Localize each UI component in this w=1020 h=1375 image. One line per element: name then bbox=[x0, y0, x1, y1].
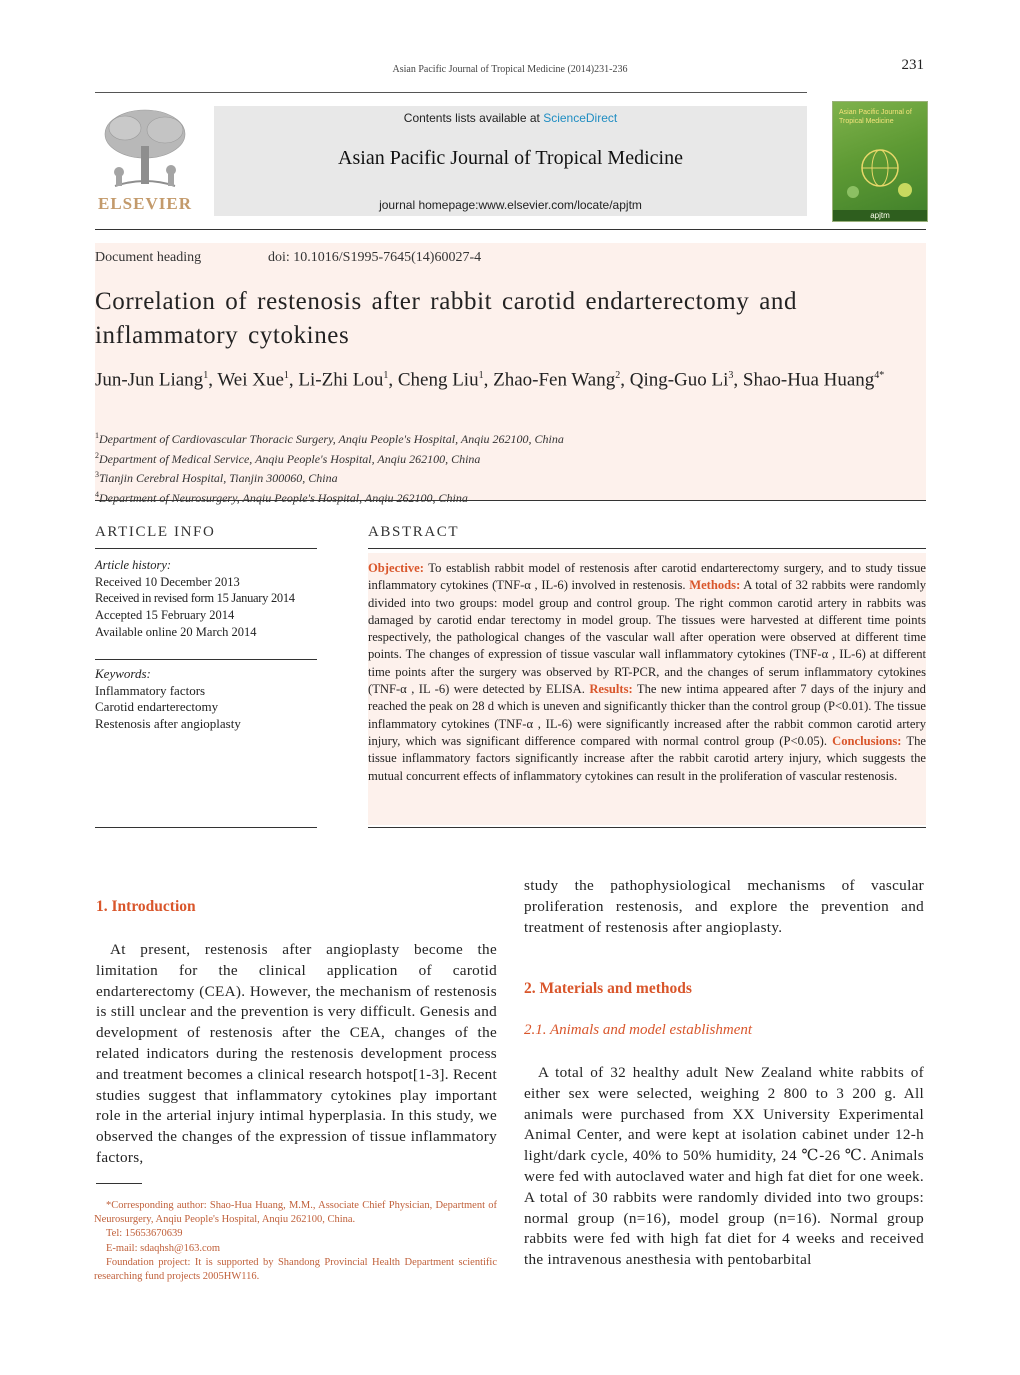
funding-note: Foundation project: It is supported by Shandong Provincial Health Department scientific researching fund projects 2005HW116. bbox=[94, 1256, 497, 1283]
keyword: Restenosis after angioplasty bbox=[95, 716, 241, 732]
author-name: Wei Xue bbox=[217, 369, 284, 391]
affiliation-list bbox=[95, 428, 926, 507]
introduction-paragraph: At present, restenosis after angioplasty become the limitation for the clinical application of carotid endarterectomy (CEA). However, the mechanism of restenosis is still unclear and the prevention is very difficult. Genesis and development of restenosis after the CEA, changes of the related indicators during the restenosis development process and treatment becomes a clinical research hotspot[1-3]. Recent studies suggest that inflammatory cytokines play important role in the arterial injury intimal hyperplasia. In this study, we observed the changes of the expression of tissue inflammatory factors, bbox=[96, 941, 497, 1166]
keyword: Carotid endarterectomy bbox=[95, 699, 219, 715]
keyword-list bbox=[95, 683, 317, 733]
methods-text: A total of 32 rabbits were randomly divided into two groups: model group and control group. The right common carotid artery in rabbits was damaged by carotid endar terectomy in model group. The tissues were harvested at different time points respectively, the pathological changes of the vascular wall after operation were observed at different time points. The changes of expression of tissue vascular wall inflammatory cytokines (TNF-α , IL-6) at different time points after the surgery was observed by RT-PCR, and the changes of serum inflammatory cytokines (TNF-α , IL -6) were detected by ELISA. bbox=[368, 578, 926, 697]
document-heading: Document heading bbox=[95, 250, 202, 265]
header-rule bbox=[95, 92, 807, 93]
revised-date: Received in revised form 15 January 2014 bbox=[95, 591, 295, 606]
methods-label: Methods: bbox=[689, 578, 741, 593]
affiliation bbox=[95, 487, 926, 507]
email[interactable]: E-mail: sdaqhsh@163.com bbox=[106, 1242, 221, 1254]
affiliation bbox=[95, 428, 926, 448]
contents-prefix: Contents lists available at bbox=[403, 111, 544, 125]
journal-homepage[interactable]: journal homepage:www.elsevier.com/locate/apjtm bbox=[379, 198, 642, 212]
keyword: Inflammatory factors bbox=[95, 682, 206, 698]
keywords-label: Keywords: bbox=[95, 666, 151, 681]
author-list bbox=[95, 362, 926, 393]
article-title: Correlation of restenosis after rabbit carotid endarterectomy and inflammatory cytokines bbox=[95, 288, 798, 349]
objective-text: To establish rabbit model of restenosis after carotid endarterectomy surgery, and to study tissue inflammatory cytokines (TNF-α , IL-6) involved in restenosis. bbox=[368, 561, 926, 593]
keywords bbox=[95, 666, 317, 733]
author-affiliation-mark: 1 bbox=[478, 370, 484, 381]
author-affiliation-mark: 3 bbox=[728, 370, 734, 381]
keywords-rule bbox=[95, 659, 317, 660]
elsevier-tree-icon bbox=[95, 106, 195, 196]
article-history bbox=[95, 557, 317, 641]
affiliation-text: Department of Neurosurgery, Anqiu People's Hospital, Anqiu 262100, China bbox=[99, 491, 468, 506]
author-name: Qing-Guo Li bbox=[629, 369, 729, 391]
author-affiliation-mark: 2 bbox=[615, 370, 621, 381]
received-date: Received 10 December 2013 bbox=[95, 574, 240, 589]
abstract-heading: ABSTRACT bbox=[368, 524, 460, 540]
author-separator: , bbox=[388, 369, 398, 391]
author-name: Jun-Jun Liang bbox=[95, 369, 204, 391]
page-number: 231 bbox=[901, 57, 924, 73]
elsevier-logo bbox=[95, 106, 195, 214]
author-separator: , bbox=[620, 369, 630, 391]
introduction-continuation: study the pathophysiological mechanisms of vascular proliferation restenosis, and explore the prevention and treatment of restenosis after angioplasty. bbox=[524, 877, 924, 936]
affiliation-text: Tianjin Cerebral Hospital, Tianjin 300060, China bbox=[99, 471, 338, 486]
conclusions-text: The tissue inflammatory factors significantly increase after the rabbit carotid artery injury, which suggests the mutual concurrent effects of inflammatory cytokines can result in the proliferation of vascular restenosis. bbox=[368, 733, 926, 783]
affiliation bbox=[95, 448, 926, 468]
results-label: Results: bbox=[589, 682, 633, 697]
abstract-bottom-rule bbox=[368, 827, 926, 828]
cover-title: Asian Pacific Journal of Tropical Medicine bbox=[839, 109, 912, 125]
article-info-rule bbox=[95, 548, 317, 549]
author-name: Zhao-Fen Wang bbox=[493, 369, 616, 391]
section-heading-methods: 2. Materials and methods bbox=[524, 980, 692, 997]
affiliation bbox=[95, 467, 926, 487]
affiliation-number: 4 bbox=[95, 490, 99, 500]
footnotes bbox=[94, 1199, 497, 1284]
sciencedirect-link[interactable]: ScienceDirect bbox=[543, 111, 618, 125]
author-affiliation-mark: 1 bbox=[283, 370, 289, 381]
elsevier-wordmark: ELSEVIER bbox=[98, 194, 192, 213]
title-block-rule bbox=[95, 500, 926, 501]
cover-footer: apjtm bbox=[833, 210, 927, 221]
article-info-heading: ARTICLE INFO bbox=[95, 524, 216, 540]
doi[interactable]: doi: 10.1016/S1995-7645(14)60027-4 bbox=[268, 250, 482, 265]
conclusions-label: Conclusions: bbox=[832, 733, 902, 748]
online-date: Available online 20 March 2014 bbox=[95, 624, 257, 639]
cover-globe-icon bbox=[833, 130, 927, 210]
affiliation-text: Department of Medical Service, Anqiu People's Hospital, Anqiu 262100, China bbox=[99, 451, 481, 466]
header-bottom-rule bbox=[95, 229, 926, 230]
affiliation-number: 2 bbox=[95, 450, 99, 460]
author-affiliation-mark: 1 bbox=[203, 370, 209, 381]
journal-title: Asian Pacific Journal of Tropical Medicine bbox=[338, 147, 683, 169]
abstract-text bbox=[368, 560, 926, 785]
affiliation-text: Department of Cardiovascular Thoracic Surgery, Anqiu People's Hospital, Anqiu 262100, China bbox=[99, 432, 564, 446]
author-name: Cheng Liu bbox=[397, 369, 479, 391]
author-affiliation-mark: 4* bbox=[874, 370, 885, 381]
corresponding-author: *Corresponding author: Shao-Hua Huang, M.M., Associate Chief Physician, Department of Neurosurgery, Anqiu People's Hospital, Anqiu 262100, China. bbox=[94, 1200, 497, 1226]
subsection-heading-animals: 2.1. Animals and model establishment bbox=[524, 1022, 753, 1038]
author-separator: , bbox=[208, 369, 218, 391]
author-separator: , bbox=[733, 369, 743, 391]
journal-cover-image bbox=[832, 101, 928, 222]
history-label: Article history: bbox=[95, 558, 172, 572]
abstract-top-rule bbox=[368, 548, 926, 549]
footnote-rule bbox=[96, 1183, 142, 1184]
objective-label: Objective: bbox=[368, 561, 424, 575]
article-info-bottom-rule bbox=[95, 827, 317, 828]
author-separator: , bbox=[483, 369, 494, 391]
author-affiliation-mark: 1 bbox=[383, 370, 389, 381]
running-head: Asian Pacific Journal of Tropical Medicine (2014)231-236 bbox=[392, 64, 628, 75]
accepted-date: Accepted 15 February 2014 bbox=[95, 608, 235, 623]
author-name: Li-Zhi Lou bbox=[298, 369, 384, 391]
results-text: The new intima appeared after 7 days of the injury and reached the peak on 28 d which is uneven and significantly thicker than the control group (P<0.01). The tissue inflammatory cytokines (TNF-α , IL-6) were significantly increased after the rabbit common carotid artery injury, which was significant difference compared with normal control group (P<0.05). bbox=[368, 682, 926, 748]
author-name: Shao-Hua Huang bbox=[742, 369, 875, 391]
affiliation-number: 1 bbox=[95, 431, 99, 440]
author-separator: , bbox=[288, 369, 299, 391]
telephone: Tel: 15653670639 bbox=[106, 1228, 183, 1240]
section-heading-introduction: 1. Introduction bbox=[96, 898, 196, 915]
affiliation-number: 3 bbox=[95, 470, 99, 480]
contents-line bbox=[214, 111, 807, 125]
methods-paragraph: A total of 32 healthy adult New Zealand white rabbits of either sex were selected, weighing 2 800 to 3 200 g. All animals were purchased from XX University Experimental Animal Center, and were kept at isolation cabinet under 12-h light/dark cycle, 40% to 50% humidity, 24 ℃-26 ℃. Animals were fed with autoclaved water and high fat diet for one week. A total of 30 rabbits were randomly divided into two groups: normal group (n=16), model group (n=16). Normal group rabbits were fed with high fat diet for 4 weeks and received the intravenous anesthesia with pentobarbital bbox=[524, 1064, 924, 1269]
